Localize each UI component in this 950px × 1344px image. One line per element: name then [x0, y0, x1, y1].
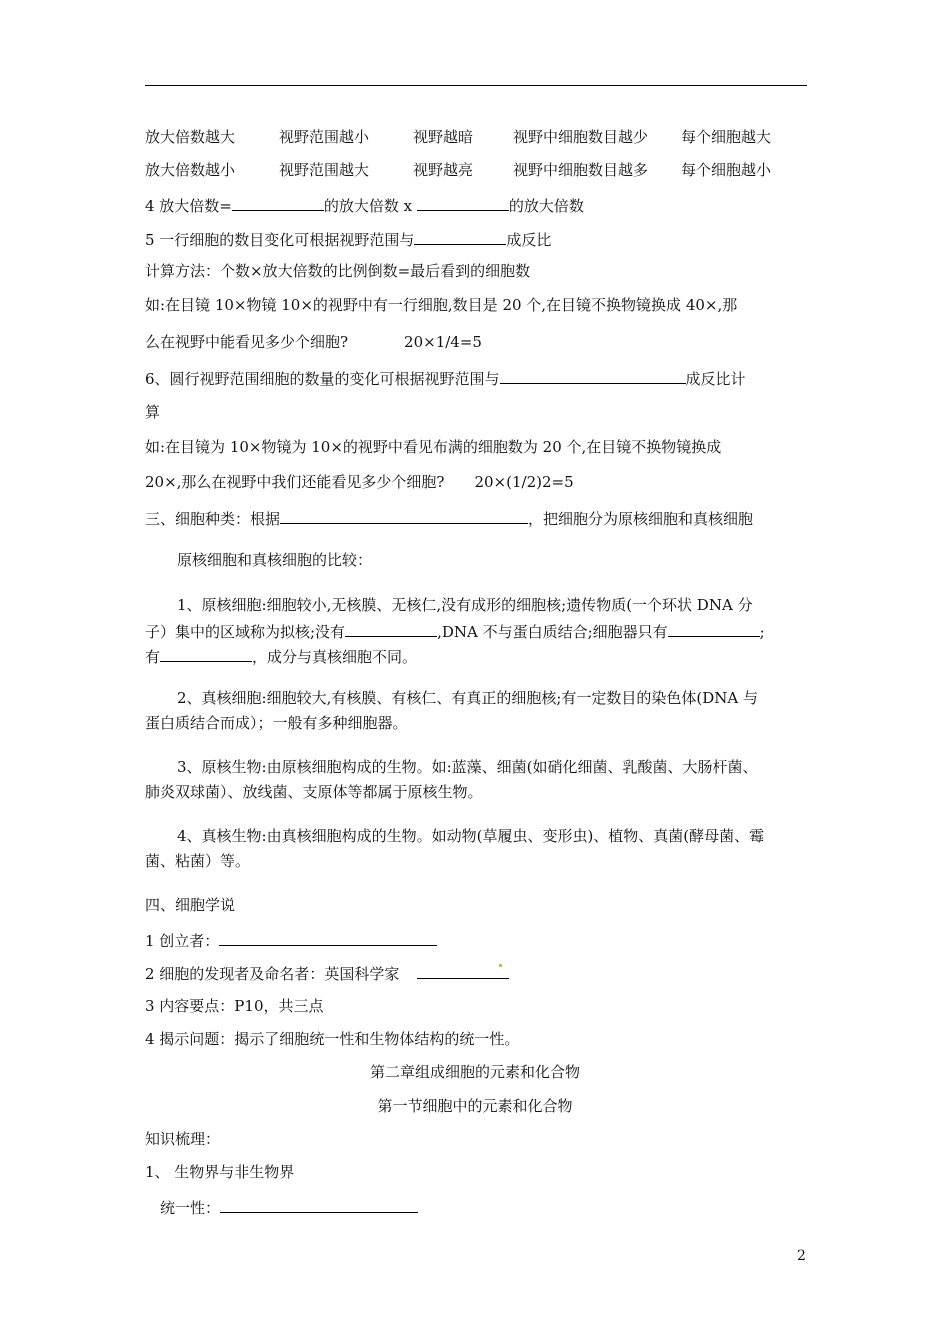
example-1-line-2: [145, 332, 482, 352]
cell: 每个细胞越大: [681, 128, 772, 146]
text: ,DNA 不与蛋白质结合;细胞器只有: [437, 623, 668, 641]
cell: 视野中细胞数目越少: [513, 128, 649, 146]
chapter-title: 第二章组成细胞的元素和化合物: [369, 1063, 580, 1081]
eukaryote-line-1: 2、真核细胞:细胞较大,有核膜、有核仁、有真正的细胞核;有一定数目的染色体(DNA 与: [177, 689, 759, 707]
answer: 20×1/4=5: [404, 333, 482, 351]
text: 4 放大倍数=: [145, 197, 232, 215]
text: ，成分与真核细胞不同。: [252, 648, 418, 666]
cell: 视野中细胞数目越多: [513, 161, 649, 179]
fill-blank: [345, 620, 437, 637]
cell-theory-item-3: 3 内容要点：P10，共三点: [145, 997, 324, 1015]
example-2-line-2: [145, 472, 574, 492]
eukaryotic-organisms-line-2: 菌、粘菌）等。: [145, 852, 251, 870]
cell: 每个细胞越小: [681, 161, 772, 179]
fill-blank: [232, 194, 324, 211]
fill-blank: [417, 962, 509, 979]
example-1-line-1: 如:在目镜 10×物镜 10×的视野中有一行细胞,数目是 20 个,在目镜不换物镜换成 40×,那: [145, 296, 738, 314]
text: 20×,那么在视野中我们还能看见多少个细胞?: [145, 473, 445, 491]
eukaryote-line-2: 蛋白质结合而成）；一般有多种细胞器。: [145, 714, 408, 732]
text: 成反比计: [685, 370, 746, 388]
fill-blank: [414, 228, 506, 245]
cell: 视野越暗: [413, 128, 474, 146]
comparison-row-1: [145, 127, 771, 147]
fill-blank: [417, 194, 509, 211]
text: 1 创立者：: [145, 932, 220, 950]
section-title: 第一节细胞中的元素和化合物: [377, 1097, 573, 1115]
cell-theory-item-1: [145, 929, 437, 951]
example-2-line-1: 如:在目镜为 10×物镜为 10×的视野中看见布满的细胞数为 20 个,在目镜不换物镜换成: [145, 438, 722, 456]
cell: 放大倍数越大: [145, 128, 236, 146]
text: 统一性：: [160, 1199, 221, 1217]
section-3-heading: [145, 507, 753, 529]
prokaryote-line-2: [145, 620, 765, 642]
text: ;: [759, 623, 765, 641]
prokaryotic-organisms-line-2: 肺炎双球菌）、放线菌、支原体等都属于原核生物。: [145, 783, 483, 801]
cell: 视野范围越小: [279, 128, 370, 146]
fill-blank: [500, 367, 686, 384]
header-rule: [145, 85, 807, 86]
text: 5 一行细胞的数目变化可根据视野范围与: [145, 231, 415, 249]
section-4-heading: 四、细胞学说: [145, 896, 236, 914]
eukaryotic-organisms-line-1: 4、真核生物:由真核细胞构成的生物。如动物(草履虫、变形虫)、植物、真菌(酵母菌、霉: [177, 827, 765, 845]
text: 有: [145, 648, 161, 666]
cell: 放大倍数越小: [145, 161, 236, 179]
fill-blank: [668, 620, 760, 637]
fill-blank: [160, 645, 252, 662]
cell-theory-item-4: 4 揭示问题：揭示了细胞统一性和生物体结构的统一性。: [145, 1030, 520, 1048]
text: 子）集中的区域称为拟核;没有: [145, 623, 346, 641]
text: 成反比: [506, 231, 552, 249]
prokaryotic-organisms-line-1: 3、原核生物:由原核细胞构成的生物。如:蓝藻、细菌(如硝化细菌、乳酸菌、大肠杆菌、: [177, 758, 758, 776]
page-number: 2: [797, 1248, 806, 1264]
cell: 视野范围越大: [279, 161, 370, 179]
answer: 20×(1/2)2=5: [474, 473, 574, 491]
comparison-title: 原核细胞和真核细胞的比较：: [177, 551, 373, 569]
item-6-cont: 算: [145, 403, 161, 421]
cell-theory-item-2: [145, 962, 502, 984]
text: 的放大倍数: [508, 197, 584, 215]
text: 2 细胞的发现者及命名者：英国科学家: [145, 965, 400, 983]
fill-blank: [280, 507, 528, 524]
text: ，把细胞分为原核细胞和真核细胞: [528, 510, 754, 528]
fill-blank: [220, 1196, 418, 1213]
unity-line: [160, 1196, 418, 1218]
comparison-row-2: [145, 160, 771, 180]
text: 6、圆行视野范围细胞的数量的变化可根据视野范围与: [145, 370, 500, 388]
prokaryote-line-3: [145, 645, 417, 667]
fill-blank: [219, 929, 437, 946]
cell: 视野越亮: [413, 161, 474, 179]
knowledge-heading: 知识梳理：: [145, 1130, 221, 1148]
knowledge-item-1: 1、 生物界与非生物界: [145, 1163, 295, 1181]
text: 么在视野中能看见多少个细胞?: [145, 333, 349, 351]
prokaryote-line-1: 1、原核细胞:细胞较小,无核膜、无核仁,没有成形的细胞核;遗传物质(一个环状 DNA 分: [177, 596, 753, 614]
text: 的放大倍数 x: [323, 197, 413, 215]
magnification-formula: [145, 194, 584, 216]
calc-method: 计算方法：个数×放大倍数的比例倒数=最后看到的细胞数: [145, 262, 531, 280]
item-5: [145, 228, 551, 250]
item-6: [145, 367, 746, 389]
text: 三、细胞种类：根据: [145, 510, 281, 528]
